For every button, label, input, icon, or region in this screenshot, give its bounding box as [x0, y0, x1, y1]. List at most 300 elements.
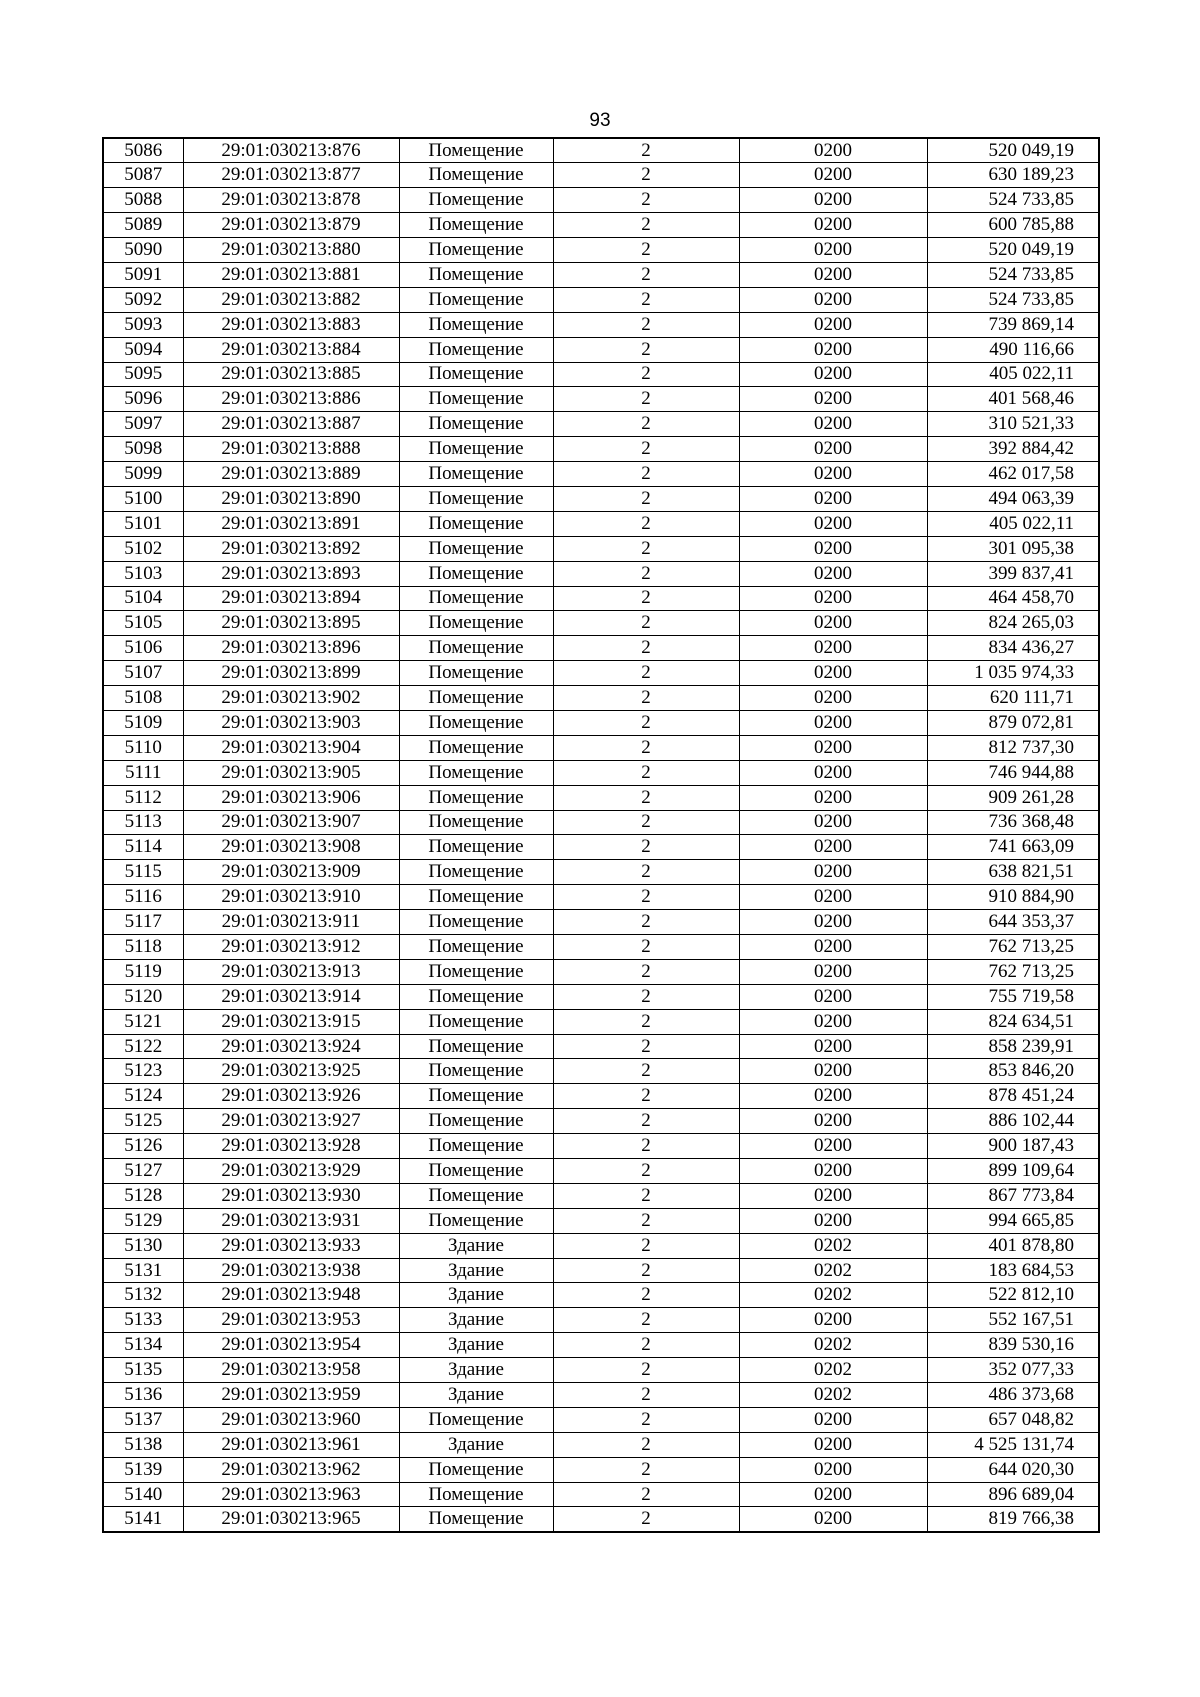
row-number-cell: 5100 [103, 486, 183, 511]
group-cell: 2 [553, 312, 739, 337]
row-number-cell: 5087 [103, 163, 183, 188]
group-cell: 2 [553, 486, 739, 511]
cadastral-number-cell: 29:01:030213:884 [183, 337, 399, 362]
group-cell: 2 [553, 1507, 739, 1532]
object-type-cell: Помещение [399, 238, 553, 263]
row-number-cell: 5109 [103, 710, 183, 735]
cadastral-value-cell: 909 261,28 [927, 785, 1099, 810]
row-number-cell: 5088 [103, 188, 183, 213]
cadastral-value-cell: 853 846,20 [927, 1059, 1099, 1084]
object-type-cell: Помещение [399, 536, 553, 561]
cadastral-number-cell: 29:01:030213:904 [183, 735, 399, 760]
cadastral-value-cell: 520 049,19 [927, 138, 1099, 163]
group-cell: 2 [553, 1457, 739, 1482]
row-number-cell: 5112 [103, 785, 183, 810]
code-cell: 0200 [739, 1457, 927, 1482]
object-type-cell: Помещение [399, 462, 553, 487]
group-cell: 2 [553, 287, 739, 312]
table-row [103, 760, 1099, 785]
code-cell: 0200 [739, 760, 927, 785]
object-type-cell: Помещение [399, 163, 553, 188]
cadastral-number-cell: 29:01:030213:909 [183, 860, 399, 885]
cadastral-number-cell: 29:01:030213:959 [183, 1383, 399, 1408]
row-number-cell: 5116 [103, 885, 183, 910]
row-number-cell: 5134 [103, 1333, 183, 1358]
row-number-cell: 5120 [103, 984, 183, 1009]
group-cell: 2 [553, 611, 739, 636]
row-number-cell: 5089 [103, 213, 183, 238]
group-cell: 2 [553, 511, 739, 536]
cadastral-number-cell: 29:01:030213:938 [183, 1258, 399, 1283]
code-cell: 0200 [739, 387, 927, 412]
cadastral-number-cell: 29:01:030213:885 [183, 362, 399, 387]
cadastral-value-cell: 520 049,19 [927, 238, 1099, 263]
group-cell: 2 [553, 1134, 739, 1159]
cadastral-value-cell: 896 689,04 [927, 1482, 1099, 1507]
object-type-cell: Помещение [399, 959, 553, 984]
row-number-cell: 5136 [103, 1383, 183, 1408]
code-cell: 0200 [739, 860, 927, 885]
cadastral-value-cell: 739 869,14 [927, 312, 1099, 337]
table-row [103, 735, 1099, 760]
table-row [103, 959, 1099, 984]
group-cell: 2 [553, 835, 739, 860]
group-cell: 2 [553, 337, 739, 362]
row-number-cell: 5124 [103, 1084, 183, 1109]
row-number-cell: 5141 [103, 1507, 183, 1532]
row-number-cell: 5105 [103, 611, 183, 636]
code-cell: 0200 [739, 835, 927, 860]
table-row [103, 1482, 1099, 1507]
code-cell: 0202 [739, 1258, 927, 1283]
table-row [103, 1208, 1099, 1233]
code-cell: 0200 [739, 337, 927, 362]
row-number-cell: 5102 [103, 536, 183, 561]
object-type-cell: Помещение [399, 1009, 553, 1034]
group-cell: 2 [553, 935, 739, 960]
object-type-cell: Помещение [399, 312, 553, 337]
table-row [103, 412, 1099, 437]
object-type-cell: Помещение [399, 437, 553, 462]
cadastral-number-cell: 29:01:030213:893 [183, 561, 399, 586]
cadastral-number-cell: 29:01:030213:924 [183, 1034, 399, 1059]
cadastral-value-cell: 900 187,43 [927, 1134, 1099, 1159]
cadastral-value-cell: 746 944,88 [927, 760, 1099, 785]
group-cell: 2 [553, 1208, 739, 1233]
object-type-cell: Помещение [399, 636, 553, 661]
cadastral-number-cell: 29:01:030213:961 [183, 1432, 399, 1457]
object-type-cell: Помещение [399, 213, 553, 238]
group-cell: 2 [553, 1258, 739, 1283]
table-row [103, 810, 1099, 835]
row-number-cell: 5094 [103, 337, 183, 362]
object-type-cell: Помещение [399, 1507, 553, 1532]
cadastral-number-cell: 29:01:030213:928 [183, 1134, 399, 1159]
group-cell: 2 [553, 1084, 739, 1109]
object-type-cell: Здание [399, 1233, 553, 1258]
cadastral-value-cell: 834 436,27 [927, 636, 1099, 661]
cadastral-number-cell: 29:01:030213:886 [183, 387, 399, 412]
table-row [103, 1308, 1099, 1333]
table-row [103, 1457, 1099, 1482]
row-number-cell: 5086 [103, 138, 183, 163]
group-cell: 2 [553, 1233, 739, 1258]
table-row [103, 287, 1099, 312]
cadastral-number-cell: 29:01:030213:926 [183, 1084, 399, 1109]
group-cell: 2 [553, 262, 739, 287]
object-type-cell: Помещение [399, 1059, 553, 1084]
group-cell: 2 [553, 661, 739, 686]
table-row [103, 885, 1099, 910]
group-cell: 2 [553, 1059, 739, 1084]
table-row [103, 1059, 1099, 1084]
cadastral-number-cell: 29:01:030213:899 [183, 661, 399, 686]
code-cell: 0200 [739, 287, 927, 312]
cadastral-value-cell: 824 634,51 [927, 1009, 1099, 1034]
cadastral-number-cell: 29:01:030213:910 [183, 885, 399, 910]
row-number-cell: 5107 [103, 661, 183, 686]
cadastral-number-cell: 29:01:030213:880 [183, 238, 399, 263]
cadastral-number-cell: 29:01:030213:882 [183, 287, 399, 312]
row-number-cell: 5128 [103, 1183, 183, 1208]
row-number-cell: 5111 [103, 760, 183, 785]
table-row [103, 437, 1099, 462]
cadastral-number-cell: 29:01:030213:954 [183, 1333, 399, 1358]
cadastral-number-cell: 29:01:030213:889 [183, 462, 399, 487]
object-type-cell: Помещение [399, 1134, 553, 1159]
table-row [103, 536, 1099, 561]
table-row [103, 860, 1099, 885]
group-cell: 2 [553, 1009, 739, 1034]
object-type-cell: Помещение [399, 138, 553, 163]
cadastral-value-cell: 824 265,03 [927, 611, 1099, 636]
cadastral-number-cell: 29:01:030213:894 [183, 586, 399, 611]
object-type-cell: Помещение [399, 710, 553, 735]
code-cell: 0200 [739, 1407, 927, 1432]
cadastral-value-cell: 644 353,37 [927, 910, 1099, 935]
row-number-cell: 5113 [103, 810, 183, 835]
group-cell: 2 [553, 1308, 739, 1333]
cadastral-value-cell: 638 821,51 [927, 860, 1099, 885]
row-number-cell: 5132 [103, 1283, 183, 1308]
code-cell: 0200 [739, 462, 927, 487]
object-type-cell: Помещение [399, 561, 553, 586]
cadastral-value-cell: 755 719,58 [927, 984, 1099, 1009]
object-type-cell: Помещение [399, 860, 553, 885]
table-row [103, 1432, 1099, 1457]
object-type-cell: Помещение [399, 661, 553, 686]
cadastral-value-cell: 524 733,85 [927, 188, 1099, 213]
group-cell: 2 [553, 362, 739, 387]
object-type-cell: Помещение [399, 337, 553, 362]
object-type-cell: Здание [399, 1383, 553, 1408]
group-cell: 2 [553, 1407, 739, 1432]
code-cell: 0200 [739, 1183, 927, 1208]
table-row [103, 511, 1099, 536]
cadastral-value-cell: 401 878,80 [927, 1233, 1099, 1258]
cadastral-value-cell: 552 167,51 [927, 1308, 1099, 1333]
code-cell: 0200 [739, 362, 927, 387]
row-number-cell: 5101 [103, 511, 183, 536]
object-type-cell: Здание [399, 1432, 553, 1457]
row-number-cell: 5140 [103, 1482, 183, 1507]
object-type-cell: Помещение [399, 511, 553, 536]
table-row [103, 262, 1099, 287]
group-cell: 2 [553, 561, 739, 586]
table-row [103, 387, 1099, 412]
table-row [103, 1407, 1099, 1432]
row-number-cell: 5115 [103, 860, 183, 885]
code-cell: 0200 [739, 1084, 927, 1109]
table-row [103, 1009, 1099, 1034]
object-type-cell: Помещение [399, 984, 553, 1009]
row-number-cell: 5097 [103, 412, 183, 437]
table-row [103, 486, 1099, 511]
row-number-cell: 5092 [103, 287, 183, 312]
code-cell: 0200 [739, 536, 927, 561]
code-cell: 0200 [739, 611, 927, 636]
code-cell: 0200 [739, 561, 927, 586]
code-cell: 0200 [739, 163, 927, 188]
object-type-cell: Помещение [399, 611, 553, 636]
group-cell: 2 [553, 735, 739, 760]
row-number-cell: 5119 [103, 959, 183, 984]
group-cell: 2 [553, 188, 739, 213]
row-number-cell: 5106 [103, 636, 183, 661]
row-number-cell: 5090 [103, 238, 183, 263]
code-cell: 0200 [739, 138, 927, 163]
group-cell: 2 [553, 885, 739, 910]
code-cell: 0200 [739, 511, 927, 536]
code-cell: 0200 [739, 262, 927, 287]
cadastral-number-cell: 29:01:030213:915 [183, 1009, 399, 1034]
row-number-cell: 5122 [103, 1034, 183, 1059]
code-cell: 0200 [739, 984, 927, 1009]
code-cell: 0200 [739, 1159, 927, 1184]
object-type-cell: Помещение [399, 910, 553, 935]
cadastral-value-cell: 1 035 974,33 [927, 661, 1099, 686]
cadastral-number-cell: 29:01:030213:960 [183, 1407, 399, 1432]
group-cell: 2 [553, 785, 739, 810]
table-row [103, 1084, 1099, 1109]
cadastral-number-cell: 29:01:030213:925 [183, 1059, 399, 1084]
code-cell: 0202 [739, 1358, 927, 1383]
table-row [103, 710, 1099, 735]
cadastral-number-cell: 29:01:030213:929 [183, 1159, 399, 1184]
code-cell: 0202 [739, 1383, 927, 1408]
object-type-cell: Помещение [399, 1109, 553, 1134]
cadastral-number-cell: 29:01:030213:953 [183, 1308, 399, 1333]
object-type-cell: Помещение [399, 287, 553, 312]
cadastral-number-cell: 29:01:030213:931 [183, 1208, 399, 1233]
table-row [103, 1159, 1099, 1184]
cadastral-number-cell: 29:01:030213:891 [183, 511, 399, 536]
row-number-cell: 5121 [103, 1009, 183, 1034]
object-type-cell: Здание [399, 1258, 553, 1283]
table-row [103, 1507, 1099, 1532]
row-number-cell: 5126 [103, 1134, 183, 1159]
group-cell: 2 [553, 1034, 739, 1059]
cadastral-value-cell: 405 022,11 [927, 511, 1099, 536]
object-type-cell: Помещение [399, 885, 553, 910]
group-cell: 2 [553, 760, 739, 785]
cadastral-value-cell: 994 665,85 [927, 1208, 1099, 1233]
object-type-cell: Помещение [399, 188, 553, 213]
group-cell: 2 [553, 959, 739, 984]
cadastral-number-cell: 29:01:030213:913 [183, 959, 399, 984]
cadastral-number-cell: 29:01:030213:912 [183, 935, 399, 960]
cadastral-number-cell: 29:01:030213:883 [183, 312, 399, 337]
cadastral-value-cell: 352 077,33 [927, 1358, 1099, 1383]
cadastral-value-cell: 886 102,44 [927, 1109, 1099, 1134]
table-row [103, 1183, 1099, 1208]
object-type-cell: Помещение [399, 1482, 553, 1507]
cadastral-number-cell: 29:01:030213:878 [183, 188, 399, 213]
cadastral-number-cell: 29:01:030213:906 [183, 785, 399, 810]
object-type-cell: Помещение [399, 387, 553, 412]
table-body [103, 138, 1099, 1532]
cadastral-value-cell: 899 109,64 [927, 1159, 1099, 1184]
code-cell: 0200 [739, 686, 927, 711]
cadastral-number-cell: 29:01:030213:927 [183, 1109, 399, 1134]
code-cell: 0200 [739, 312, 927, 337]
group-cell: 2 [553, 387, 739, 412]
cadastral-value-cell: 490 116,66 [927, 337, 1099, 362]
object-type-cell: Помещение [399, 1457, 553, 1482]
cadastral-number-cell: 29:01:030213:963 [183, 1482, 399, 1507]
cadastral-value-cell: 878 451,24 [927, 1084, 1099, 1109]
row-number-cell: 5099 [103, 462, 183, 487]
cadastral-value-cell: 405 022,11 [927, 362, 1099, 387]
code-cell: 0200 [739, 661, 927, 686]
code-cell: 0202 [739, 1333, 927, 1358]
code-cell: 0200 [739, 1059, 927, 1084]
object-type-cell: Помещение [399, 412, 553, 437]
cadastral-value-cell: 736 368,48 [927, 810, 1099, 835]
code-cell: 0200 [739, 1134, 927, 1159]
group-cell: 2 [553, 586, 739, 611]
cadastral-number-cell: 29:01:030213:965 [183, 1507, 399, 1532]
cadastral-value-cell: 524 733,85 [927, 287, 1099, 312]
cadastral-value-cell: 879 072,81 [927, 710, 1099, 735]
table-row [103, 1383, 1099, 1408]
group-cell: 2 [553, 1283, 739, 1308]
cadastral-number-cell: 29:01:030213:876 [183, 138, 399, 163]
group-cell: 2 [553, 213, 739, 238]
cadastral-number-cell: 29:01:030213:890 [183, 486, 399, 511]
cadastral-number-cell: 29:01:030213:905 [183, 760, 399, 785]
object-type-cell: Здание [399, 1308, 553, 1333]
table-row [103, 984, 1099, 1009]
object-type-cell: Помещение [399, 1034, 553, 1059]
code-cell: 0200 [739, 636, 927, 661]
table-row [103, 686, 1099, 711]
group-cell: 2 [553, 138, 739, 163]
cadastral-value-cell: 620 111,71 [927, 686, 1099, 711]
cadastral-value-cell: 839 530,16 [927, 1333, 1099, 1358]
cadastral-value-cell: 183 684,53 [927, 1258, 1099, 1283]
table-row [103, 835, 1099, 860]
object-type-cell: Помещение [399, 785, 553, 810]
object-type-cell: Помещение [399, 935, 553, 960]
row-number-cell: 5133 [103, 1308, 183, 1333]
object-type-cell: Помещение [399, 835, 553, 860]
group-cell: 2 [553, 1159, 739, 1184]
row-number-cell: 5127 [103, 1159, 183, 1184]
row-number-cell: 5123 [103, 1059, 183, 1084]
group-cell: 2 [553, 437, 739, 462]
code-cell: 0200 [739, 1009, 927, 1034]
table-row [103, 362, 1099, 387]
code-cell: 0200 [739, 213, 927, 238]
group-cell: 2 [553, 238, 739, 263]
table-row [103, 1034, 1099, 1059]
table-row [103, 1109, 1099, 1134]
cadastral-value-cell: 910 884,90 [927, 885, 1099, 910]
cadastral-number-cell: 29:01:030213:887 [183, 412, 399, 437]
cadastral-value-cell: 867 773,84 [927, 1183, 1099, 1208]
cadastral-value-cell: 310 521,33 [927, 412, 1099, 437]
code-cell: 0200 [739, 785, 927, 810]
table-row [103, 462, 1099, 487]
cadastral-number-cell: 29:01:030213:895 [183, 611, 399, 636]
object-type-cell: Помещение [399, 1208, 553, 1233]
table-row [103, 561, 1099, 586]
code-cell: 0200 [739, 710, 927, 735]
group-cell: 2 [553, 1358, 739, 1383]
row-number-cell: 5096 [103, 387, 183, 412]
code-cell: 0200 [739, 586, 927, 611]
row-number-cell: 5130 [103, 1233, 183, 1258]
cadastral-number-cell: 29:01:030213:933 [183, 1233, 399, 1258]
code-cell: 0200 [739, 935, 927, 960]
table-row [103, 910, 1099, 935]
table-row [103, 611, 1099, 636]
group-cell: 2 [553, 163, 739, 188]
row-number-cell: 5110 [103, 735, 183, 760]
group-cell: 2 [553, 412, 739, 437]
code-cell: 0200 [739, 188, 927, 213]
object-type-cell: Помещение [399, 1084, 553, 1109]
table-row [103, 138, 1099, 163]
row-number-cell: 5139 [103, 1457, 183, 1482]
table-row [103, 1134, 1099, 1159]
table-row [103, 636, 1099, 661]
table-row [103, 1258, 1099, 1283]
row-number-cell: 5118 [103, 935, 183, 960]
cadastral-value-cell: 462 017,58 [927, 462, 1099, 487]
cadastral-value-cell: 600 785,88 [927, 213, 1099, 238]
group-cell: 2 [553, 710, 739, 735]
cadastral-value-cell: 858 239,91 [927, 1034, 1099, 1059]
group-cell: 2 [553, 686, 739, 711]
cadastral-number-cell: 29:01:030213:892 [183, 536, 399, 561]
group-cell: 2 [553, 462, 739, 487]
cadastral-number-cell: 29:01:030213:908 [183, 835, 399, 860]
group-cell: 2 [553, 810, 739, 835]
cadastral-value-cell: 657 048,82 [927, 1407, 1099, 1432]
table-row [103, 661, 1099, 686]
row-number-cell: 5091 [103, 262, 183, 287]
group-cell: 2 [553, 536, 739, 561]
code-cell: 0200 [739, 810, 927, 835]
code-cell: 0200 [739, 1482, 927, 1507]
code-cell: 0200 [739, 1507, 927, 1532]
cadastral-number-cell: 29:01:030213:930 [183, 1183, 399, 1208]
code-cell: 0202 [739, 1233, 927, 1258]
table-row [103, 337, 1099, 362]
object-type-cell: Здание [399, 1333, 553, 1358]
